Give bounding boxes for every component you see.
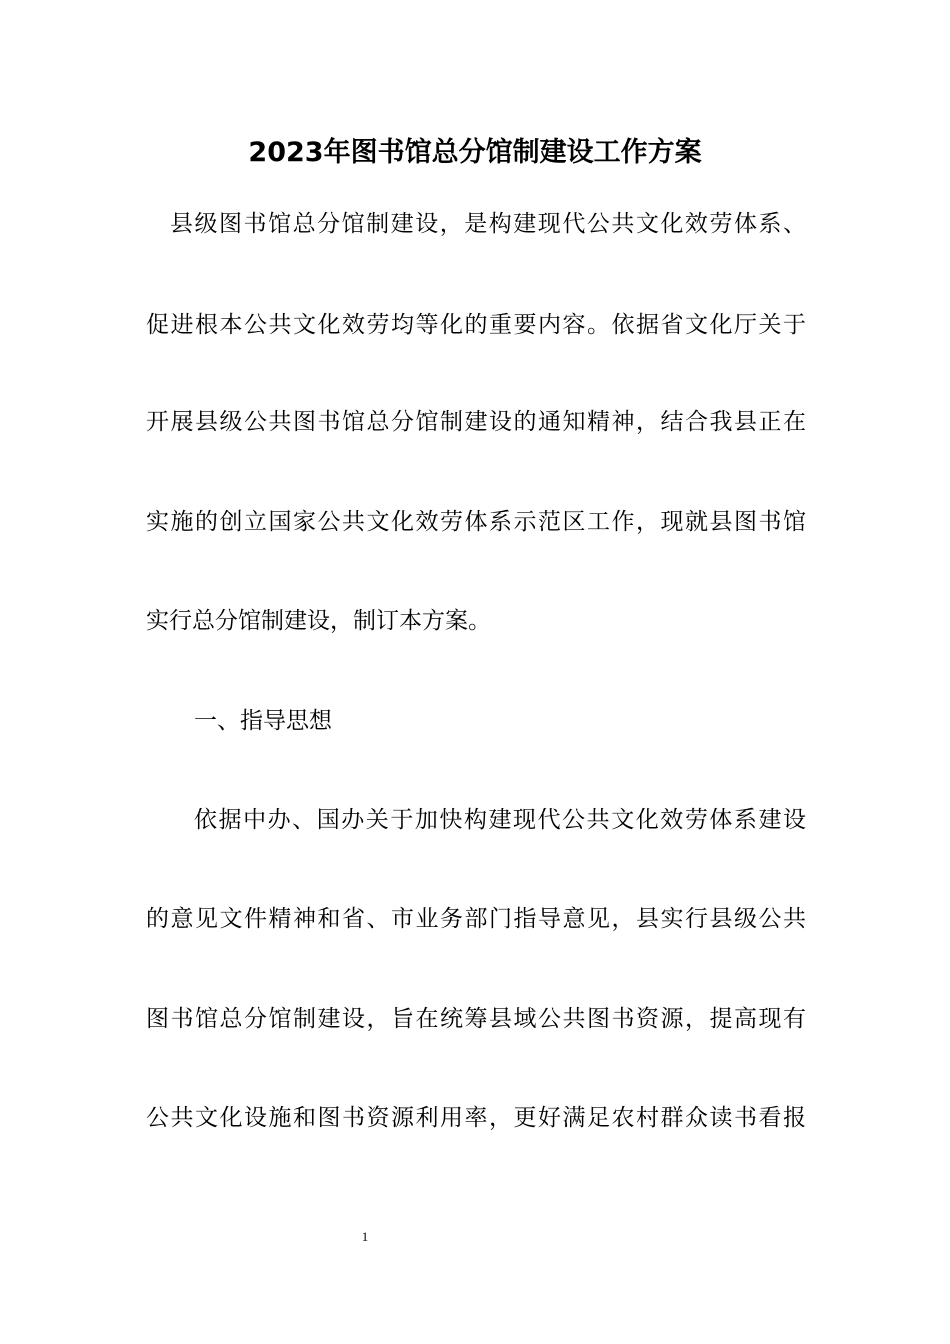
section-heading-guiding-ideology: 一、指导思想 [194, 708, 332, 734]
paragraph-2-line-3: 图书馆总分馆制建设，旨在统筹县域公共图书资源，提高现有 [146, 1006, 806, 1032]
paragraph-1-line-2: 促进根本公共文化效劳均等化的重要内容。依据省文化厅关于 [146, 312, 806, 338]
paragraph-2-line-2: 的意见文件精神和省、市业务部门指导意见，县实行县级公共 [146, 906, 806, 932]
paragraph-1-line-1: 县级图书馆总分馆制建设，是构建现代公共文化效劳体系、 [170, 211, 806, 237]
page-number: 1 [361, 1229, 369, 1244]
document-title: 2023年图书馆总分馆制建设工作方案 [248, 137, 702, 168]
paragraph-1-line-3: 开展县级公共图书馆总分馆制建设的通知精神，结合我县正在 [146, 409, 806, 435]
paragraph-2-line-1: 依据中办、国办关于加快构建现代公共文化效劳体系建设 [194, 807, 806, 833]
paragraph-1-line-5: 实行总分馆制建设，制订本方案。 [146, 608, 491, 634]
paragraph-2-line-4: 公共文化设施和图书资源利用率，更好满足农村群众读书看报 [146, 1105, 806, 1131]
paragraph-1-line-4: 实施的创立国家公共文化效劳体系示范区工作，现就县图书馆 [146, 509, 806, 535]
